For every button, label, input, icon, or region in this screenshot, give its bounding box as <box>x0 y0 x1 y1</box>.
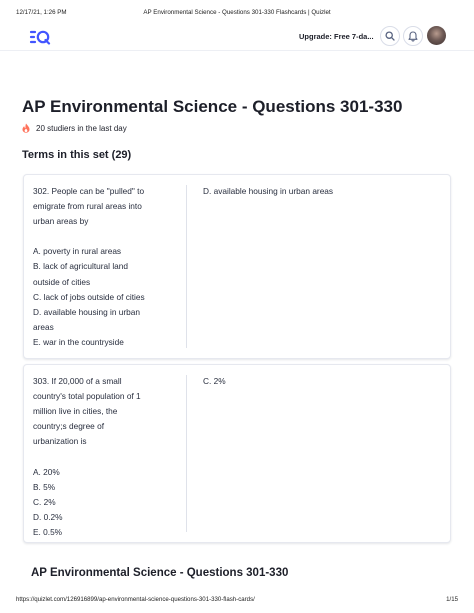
term-option: C. lack of jobs outside of cities <box>33 291 145 302</box>
term-blank-line <box>33 229 181 244</box>
studiers-count-text: 20 studiers in the last day <box>36 123 127 133</box>
print-page-number: 1/15 <box>446 596 458 603</box>
term-line: urbanization is <box>33 436 87 447</box>
search-button[interactable] <box>380 26 400 46</box>
term-option: E. war in the countryside <box>33 336 124 347</box>
term-line: country's total population of 1 <box>33 391 141 402</box>
card-divider <box>186 185 187 348</box>
studiers-indicator <box>22 122 127 134</box>
term-option: outside of cities <box>33 276 91 287</box>
print-page-title: AP Environmental Science - Questions 301-330 Flashcards | Quizlet <box>143 9 331 16</box>
print-header <box>0 9 474 21</box>
quizlet-logo-icon <box>29 29 51 45</box>
card-divider <box>186 375 187 532</box>
term-option: D. available housing in urban <box>33 306 141 317</box>
user-avatar[interactable] <box>427 26 446 45</box>
flashcard-definition: C. 2% <box>203 376 226 386</box>
upgrade-free-trial-link[interactable]: Upgrade: Free 7-da... <box>299 32 374 41</box>
term-option: areas <box>33 321 54 332</box>
term-option: D. 0.2% <box>33 511 63 522</box>
term-line: country;s degree of <box>33 421 105 432</box>
print-url: https://quizlet.com/126916899/ap-environmental-science-questions-301-330-flash-cards/ <box>16 596 255 603</box>
print-footer <box>0 596 474 606</box>
notifications-button[interactable] <box>403 26 423 46</box>
term-option: E. 0.5% <box>33 526 63 537</box>
page-title: AP Environmental Science - Questions 301-330 <box>22 97 403 116</box>
set-section-title: AP Environmental Science - Questions 301-330 <box>31 567 289 579</box>
term-option: A. poverty in rural areas <box>33 246 122 257</box>
bell-icon <box>408 31 418 42</box>
search-icon <box>385 31 395 41</box>
flashcard <box>23 174 451 359</box>
term-option: B. 5% <box>33 481 56 492</box>
term-line: emigrate from rural areas into <box>33 201 142 212</box>
term-line: 302. People can be "pulled" to <box>33 186 145 196</box>
quizlet-logo[interactable] <box>29 29 51 49</box>
term-option: A. 20% <box>33 466 60 477</box>
flashcard-term <box>33 374 181 540</box>
term-line: million live in cities, the <box>33 406 118 417</box>
term-line: urban areas by <box>33 216 89 227</box>
top-navbar <box>0 23 474 51</box>
flashcard-term <box>33 184 181 350</box>
print-datetime: 12/17/21, 1:26 PM <box>16 9 67 16</box>
term-option: C. 2% <box>33 496 56 507</box>
flashcard-definition: D. available housing in urban areas <box>203 186 334 196</box>
flashcard <box>23 364 451 543</box>
terms-in-set-heading: Terms in this set (29) <box>22 149 132 161</box>
term-option: B. lack of agricultural land <box>33 261 129 272</box>
term-line: 303. If 20,000 of a small <box>33 376 122 386</box>
flame-icon <box>22 123 30 133</box>
term-blank-line <box>33 449 181 464</box>
